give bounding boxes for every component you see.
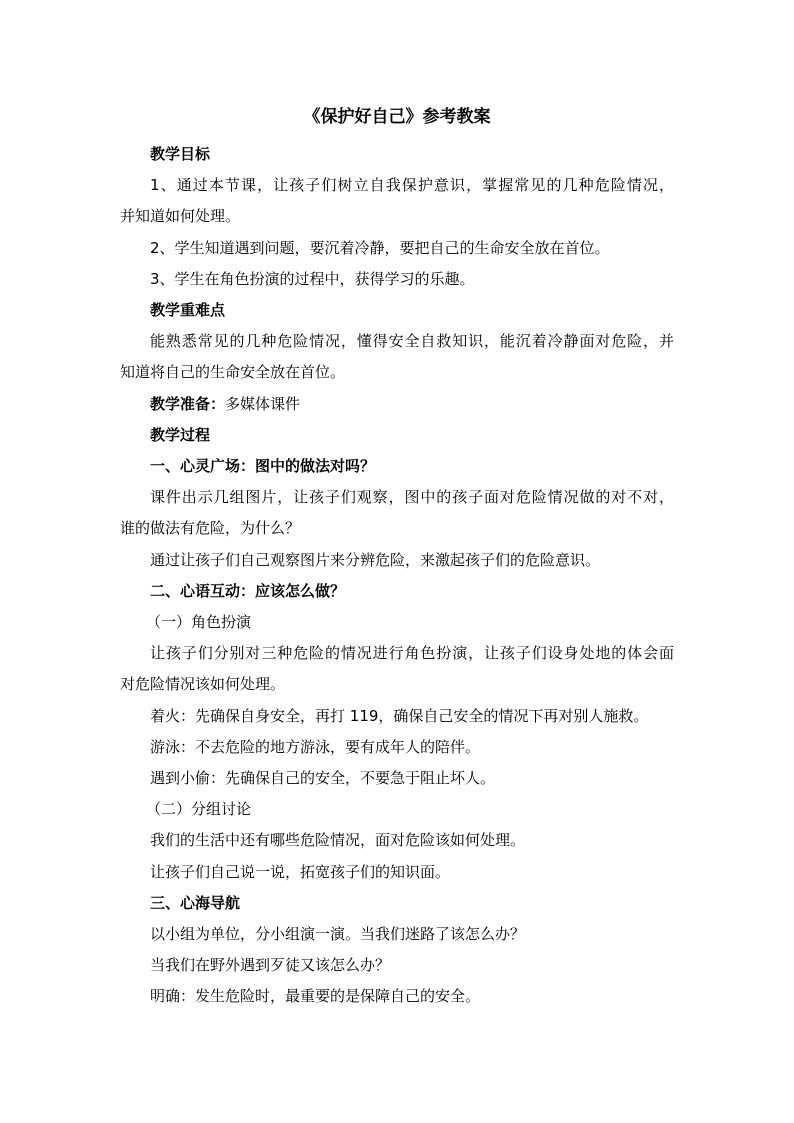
key-points-line-1: 能熟悉常见的几种危险情况，懂得安全自救知识，能沉着冷静面对危险，并 (150, 332, 674, 350)
part-2-line-1: 让孩子们分别对三种危险的情况进行角色扮演，让孩子们设身处地的体会面 (150, 644, 674, 662)
process-heading: 教学过程 (150, 426, 211, 444)
swim-scenario: 游泳：不去危险的地方游泳，要有成年人的陪伴。 (150, 738, 481, 756)
part-2-heading: 二、心语互动：应该怎么做？ (150, 582, 346, 600)
part-1-line-3: 通过让孩子们自己观察图片来分辨危险，来激起孩子们的危险意识。 (150, 551, 601, 569)
key-points-heading: 教学重难点 (150, 301, 226, 319)
part-1-heading: 一、心灵广场：图中的做法对吗？ (150, 457, 376, 475)
preparation-label: 教学准备： (150, 395, 226, 413)
goals-heading: 教学目标 (150, 145, 211, 163)
part-1-line-2: 谁的做法有危险，为什么？ (120, 519, 301, 537)
part-1-line-1: 课件出示几组图片，让孩子们观察，图中的孩子面对危险情况做的对不对， (150, 488, 674, 506)
goal-1-line-1: 1、通过本节课，让孩子们树立自我保护意识，掌握常见的几种危险情况， (150, 176, 674, 194)
part-3-heading: 三、心海导航 (150, 894, 241, 912)
fire-scenario: 着火：先确保自身安全，再打 119，确保自己安全的情况下再对别人施救。 (150, 707, 649, 725)
part-2-subheading-1: （一）角色扮演 (146, 613, 252, 631)
thief-scenario: 遇到小偷：先确保自己的安全，不要急于阻止坏人。 (150, 769, 496, 787)
goal-1-line-2: 并知道如何处理。 (120, 207, 241, 225)
preparation (150, 394, 300, 414)
part-2-line-2: 对危险情况该如何处理。 (120, 675, 286, 693)
goal-2: 2、学生知道遇到问题，要沉着冷静，要把自己的生命安全放在首位。 (150, 239, 610, 257)
goal-3: 3、学生在角色扮演的过程中，获得学习的乐趣。 (150, 270, 475, 288)
part-2-line-3: 我们的生活中还有哪些危险情况，面对危险该如何处理。 (150, 831, 526, 849)
preparation-value: 多媒体课件 (225, 395, 301, 413)
part-3-line-2: 当我们在野外遇到歹徒又该怎么办？ (150, 956, 391, 974)
part-3-line-1: 以小组为单位，分小组演一演。当我们迷路了该怎么办？ (150, 925, 526, 943)
document-title: 《保护好自己》参考教案 (303, 107, 491, 127)
part-3-line-3: 明确：发生危险时，最重要的是保障自己的安全。 (150, 987, 481, 1005)
key-points-line-2: 知道将自己的生命安全放在首位。 (120, 363, 346, 381)
part-2-line-4: 让孩子们自己说一说，拓宽孩子们的知识面。 (150, 863, 451, 881)
part-2-subheading-2: （二）分组讨论 (146, 800, 252, 818)
